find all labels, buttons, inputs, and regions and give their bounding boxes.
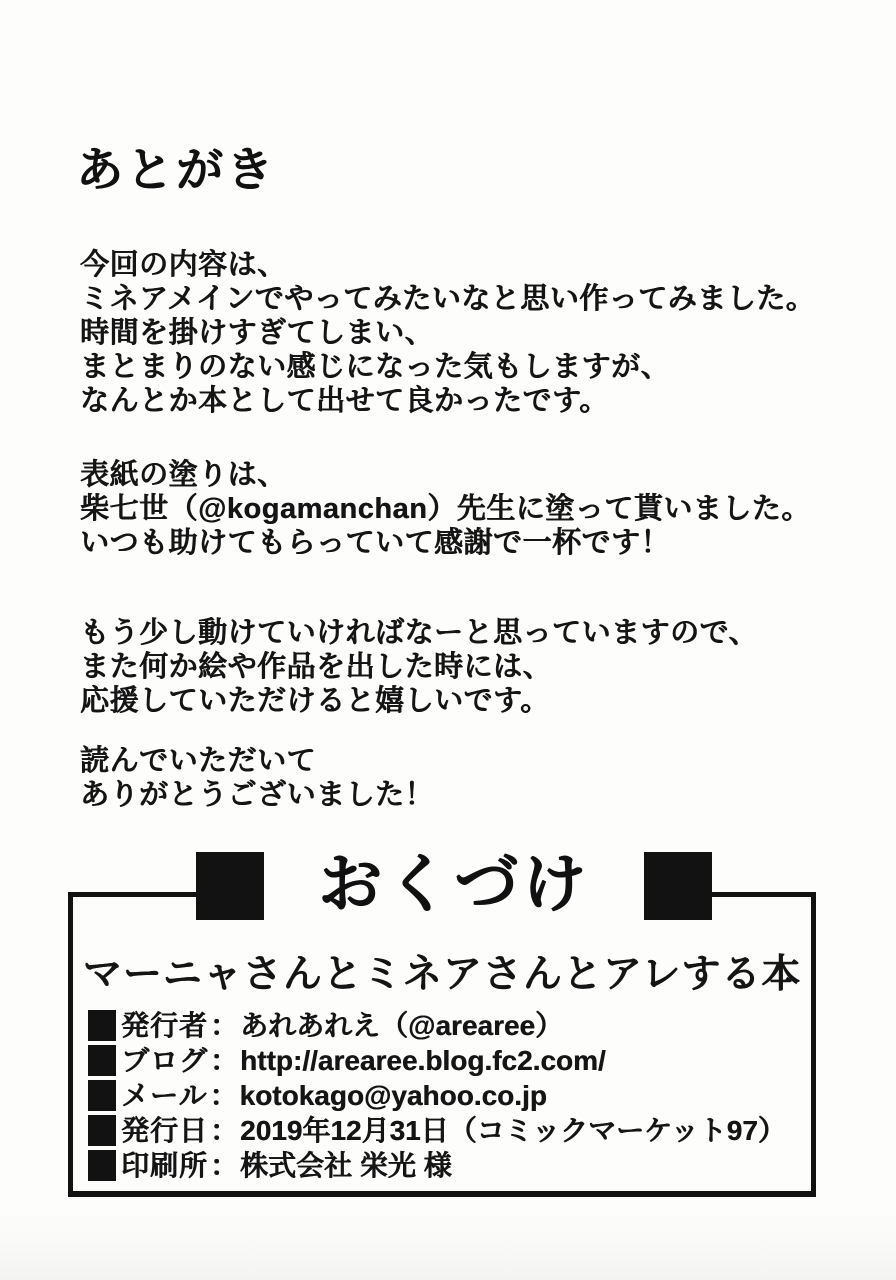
paragraph-line: 応援していただけると嬉しいです。 — [80, 685, 550, 717]
black-square-icon — [196, 852, 264, 920]
colophon-row-publish-date — [88, 1113, 786, 1148]
paragraph-1 — [80, 248, 815, 418]
bullet-square-icon — [88, 1010, 116, 1041]
colophon-row-mail — [88, 1078, 786, 1113]
bullet-square-icon — [88, 1045, 116, 1076]
colophon-separator: ： — [210, 1045, 239, 1076]
bullet-square-icon — [88, 1080, 116, 1111]
colophon-separator: ： — [210, 1115, 239, 1146]
colophon-separator: ： — [210, 1150, 239, 1181]
colophon-separator: ： — [209, 1080, 238, 1111]
paragraph-line: 読んでいただいて — [80, 745, 317, 777]
colophon-entries — [88, 1008, 786, 1183]
paragraph-line: もう少し動けていければなーと思っていますので、 — [80, 617, 758, 649]
paragraph-line: まとまりのない感じになった気もしますが、 — [80, 351, 671, 383]
colophon-row-blog — [88, 1043, 786, 1078]
paragraph-line: 時間を掛けすぎてしまい、 — [80, 317, 435, 349]
colophon-label: 発行日 — [121, 1115, 209, 1146]
colophon-label: 印刷所 — [121, 1150, 209, 1181]
paragraph-line: なんとか本として出せて良かったです。 — [80, 385, 609, 417]
colophon-box-top-border-right — [707, 892, 811, 897]
colophon-value: http://arearee.blog.fc2.com/ — [240, 1045, 606, 1076]
paragraph-line: 今回の内容は、 — [80, 249, 287, 281]
paragraph-4 — [80, 744, 434, 812]
colophon-row-publisher — [88, 1008, 786, 1043]
paragraph-line: ミネアメインでやってみたいなと思い作ってみました。 — [80, 283, 816, 315]
paragraph-line: 柴七世（@kogamanchan）先生に塗って貰いました。 — [80, 493, 811, 525]
paragraph-2 — [80, 458, 811, 560]
colophon-row-printer — [88, 1148, 786, 1183]
colophon-box-top-border-left — [73, 892, 205, 897]
colophon-value: 2019年12月31日（コミックマーケット97） — [240, 1115, 786, 1146]
colophon-header — [196, 840, 712, 932]
colophon-label: 発行者 — [121, 1010, 209, 1041]
paragraph-line: また何か絵や作品を出した時には、 — [80, 651, 553, 683]
paragraph-3 — [80, 616, 758, 718]
colophon-separator: ： — [210, 1010, 239, 1041]
afterword-title: あとがき — [76, 143, 276, 196]
black-square-icon — [644, 852, 712, 920]
colophon-value: あれあれえ（@arearee） — [240, 1010, 563, 1041]
colophon-label: メール — [121, 1080, 208, 1111]
book-title: マーニャさんとミネアさんとアレする本 — [82, 953, 802, 996]
colophon-header-title: おくづけ — [318, 848, 590, 920]
colophon-value: kotokago@yahoo.co.jp — [239, 1080, 547, 1111]
bullet-square-icon — [88, 1115, 116, 1146]
paragraph-line: 表紙の塗りは、 — [80, 459, 287, 491]
bullet-square-icon — [88, 1150, 116, 1181]
paragraph-line: ありがとうございました！ — [80, 779, 435, 811]
paragraph-line: いつも助けてもらっていて感謝で一杯です！ — [80, 527, 671, 559]
colophon-label: ブログ — [121, 1045, 209, 1076]
colophon-value: 株式会社 栄光 様 — [240, 1150, 452, 1181]
